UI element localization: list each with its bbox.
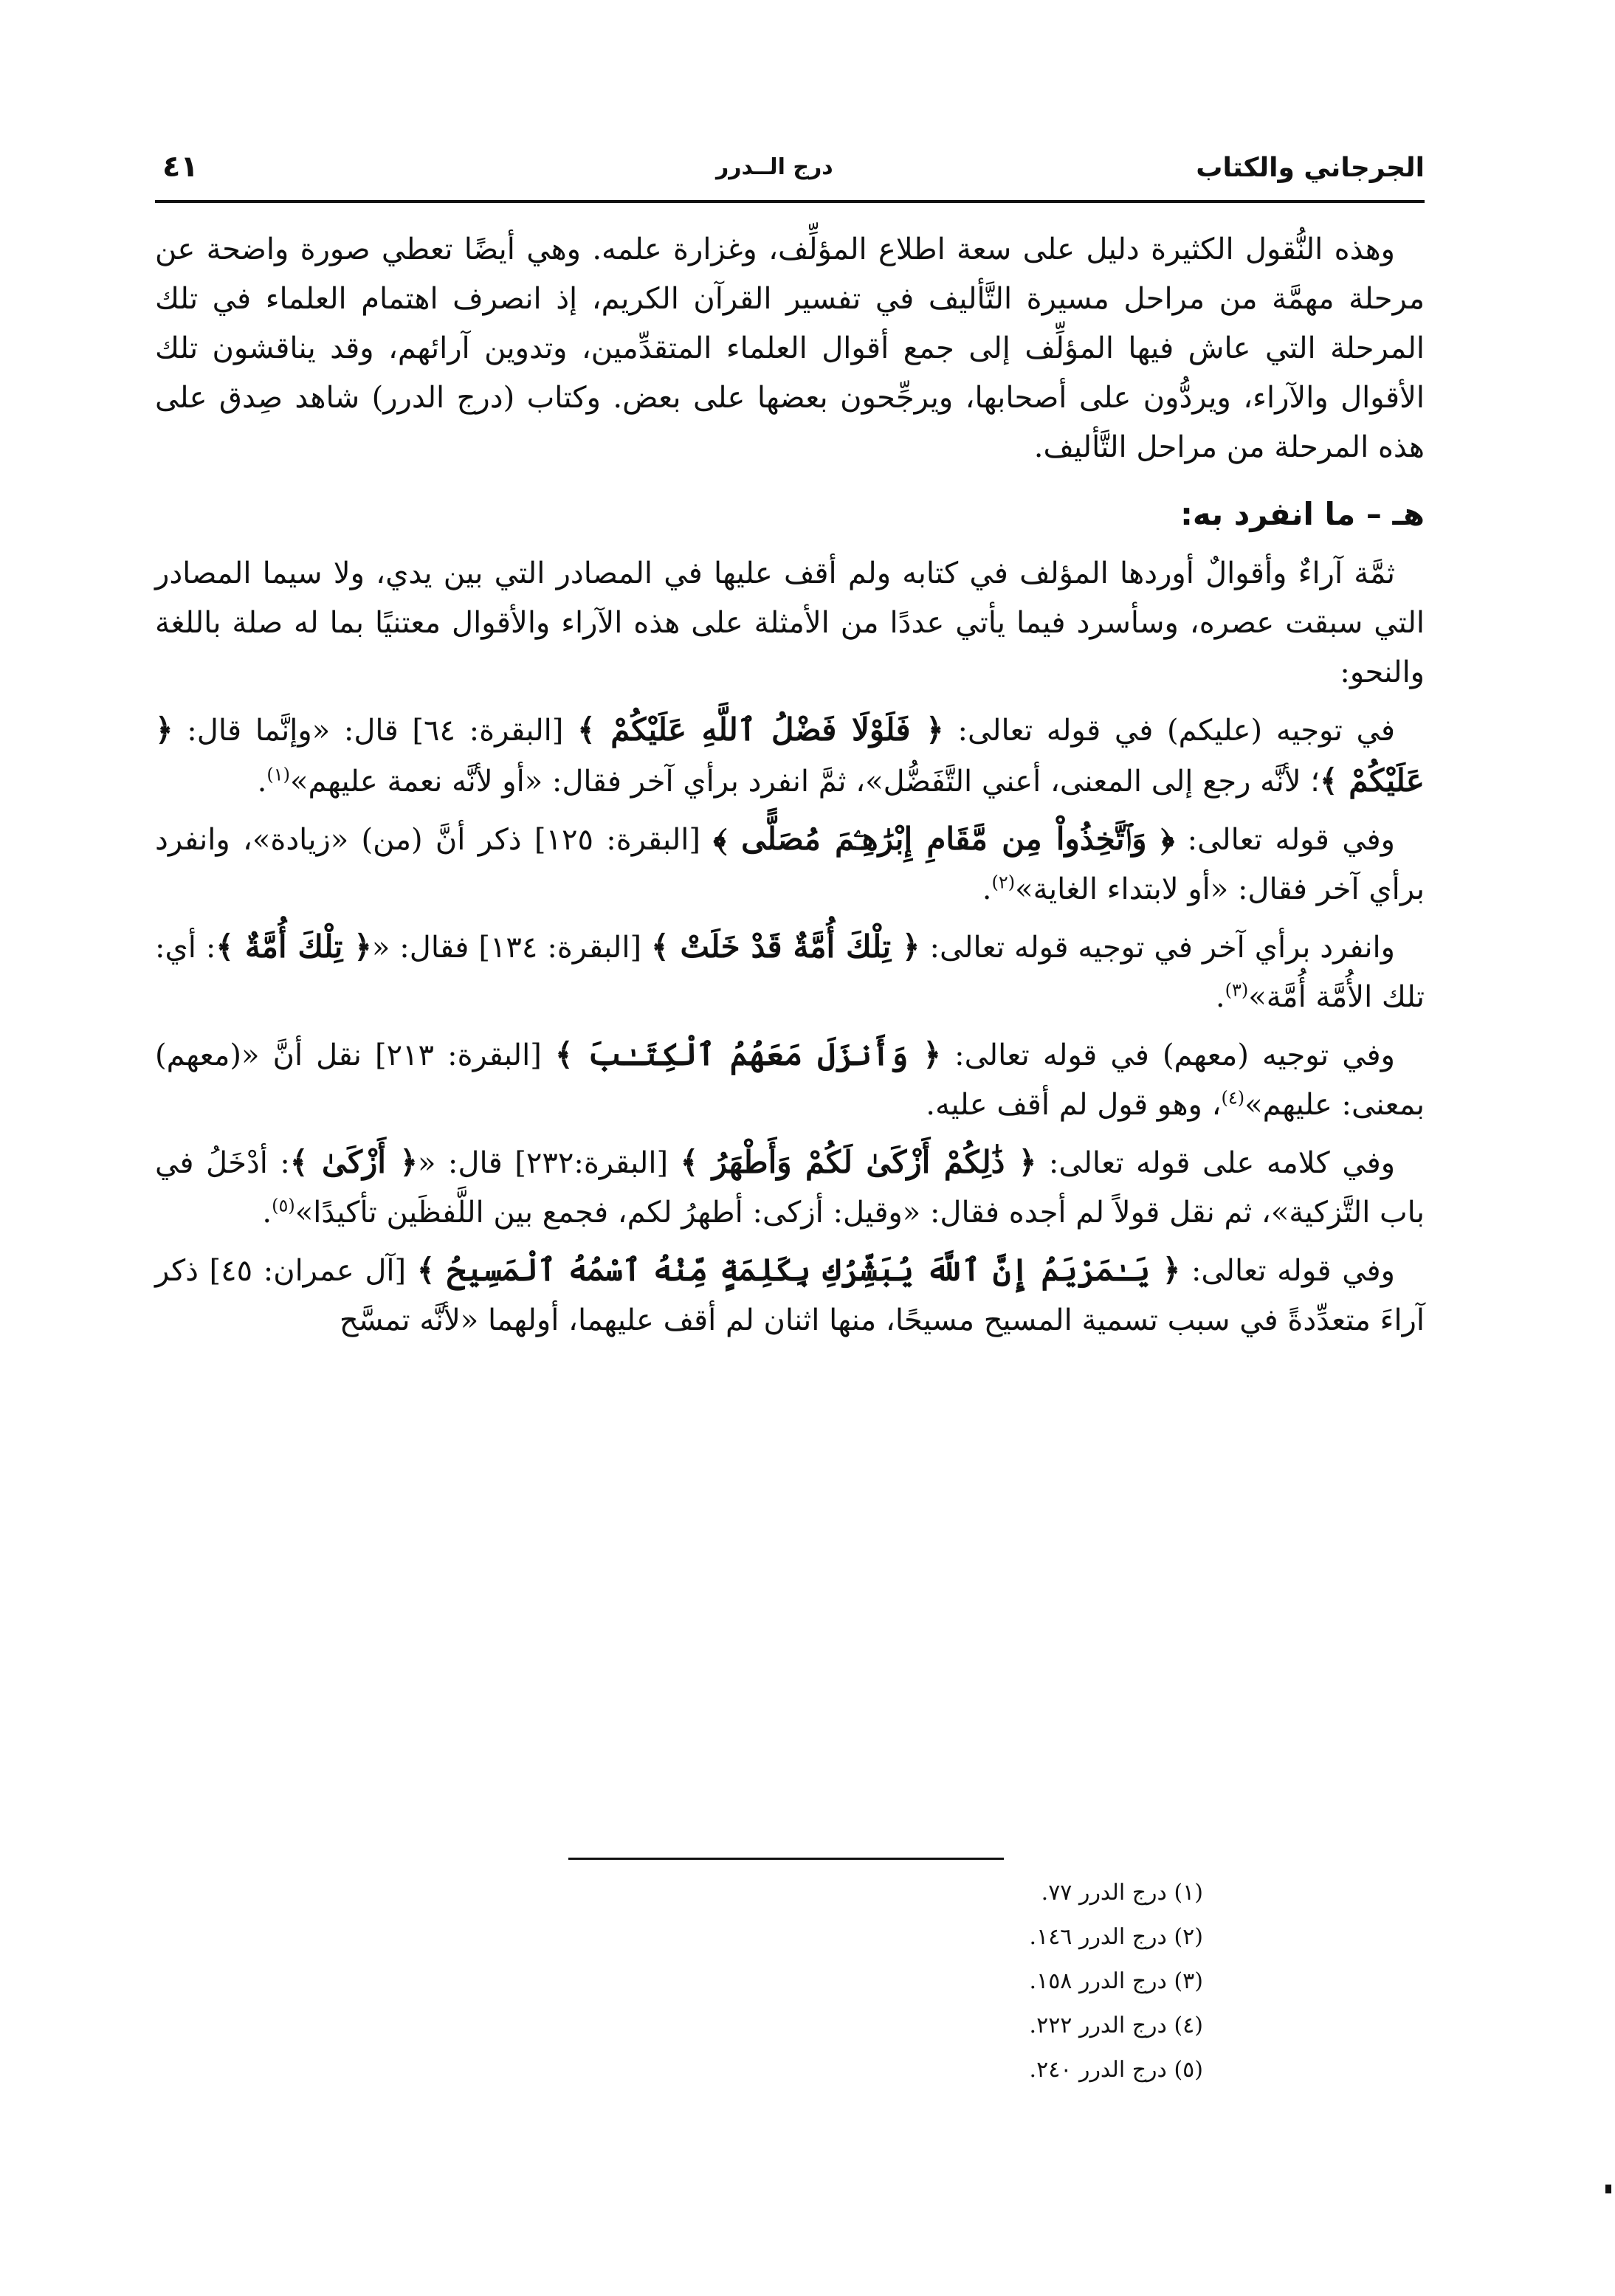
text: . <box>257 765 267 799</box>
text: في توجيه (عليكم) في قوله تعالى: <box>943 714 1395 748</box>
paragraph-7 <box>155 1137 1425 1238</box>
footnote-ref: (٣) <box>1225 979 1249 1001</box>
quran-verse: ﴿ تِلْكَ أُمَّةٌ قَدْ خَلَتْ ﴾ <box>651 928 920 965</box>
footnote-2: (٢) درج الدرر ١٤٦. <box>1029 1924 1203 1950</box>
section-heading: هـ – ما انفرد به: <box>1180 496 1425 532</box>
text: وفي قوله تعالى: <box>1180 1254 1395 1288</box>
text: وانفرد برأي آخر في توجيه قوله تعالى: <box>920 931 1395 965</box>
footnote-ref: (٥) <box>272 1195 295 1216</box>
scan-mark <box>1605 2185 1611 2193</box>
text: [البقرة: ١٢٥] ذكر أنَّ (من) «زيادة»، وانفرد برأي آخر فقال: «أو لابتداء الغاية» <box>155 823 1425 906</box>
text: [البقرة: ٢١٣] نقل أنَّ «(معهم) بمعنى: عليهم» <box>155 1038 1425 1122</box>
quran-verse: ﴿ ذَٰلِكُمْ أَزْكَىٰ لَكُمْ وَأَطْهَرُ ﴾ <box>680 1144 1037 1180</box>
footnote-3: (٣) درج الدرر ١٥٨. <box>1029 1968 1203 1994</box>
page-number: ٤١ <box>162 150 199 184</box>
text: وفي توجيه (معهم) في قوله تعالى: <box>941 1038 1395 1072</box>
text: : أدْخَلُ في باب التَّزكية»، ثم نقل قولاً لم أجده فقال: «وقيل: أزكى: أطهرُ لكم، فجمع بين اللَّفظَين تأكيدًا» <box>155 1146 1425 1230</box>
text: [البقرة: ١٣٤] فقال: « <box>371 931 652 965</box>
footnote-5: (٥) درج الدرر ٢٤٠. <box>1029 2057 1203 2083</box>
text: [آل عمران: ٤٥] ذكر آراءَ متعدِّدةً في سبب تسمية المسيح مسيحًا، منها اثنان لم أقف عليهما، أولهما «لأنَّه تمسَّح <box>155 1254 1425 1337</box>
chapter-title: الجرجاني والكتاب <box>1196 153 1425 183</box>
book-title: درج الــدرر <box>716 154 833 180</box>
paragraph-8 <box>155 1245 1425 1345</box>
footnote-4: (٤) درج الدرر ٢٢٢. <box>1029 2013 1203 2038</box>
text: . <box>1215 980 1225 1014</box>
text: [البقرة:٢٣٢] قال: « <box>417 1146 681 1180</box>
footnote-ref: (١) <box>266 764 291 785</box>
text: وفي قوله تعالى: <box>1174 823 1395 857</box>
quran-verse: ﴿ عَلَيْكُمْ ﴾ <box>155 711 1425 799</box>
paragraph-6 <box>155 1030 1425 1130</box>
paragraph-5 <box>155 922 1425 1022</box>
text: وفي كلامه على قوله تعالى: <box>1036 1146 1396 1180</box>
quran-verse: ﴿ يَـٰمَرْيَمُ إِنَّ ٱللَّهَ يُبَشِّرُكِ بِكَلِمَةٍ مِّنْهُ ٱسْمُهُ ٱلْمَسِيحُ ﴾ <box>416 1252 1181 1288</box>
quran-verse: ﴿ وَٱتَّخِذُواْ مِن مَّقَامِ إِبْرَٰهِـۧمَ مُصَلًّى ﴾ <box>713 821 1175 857</box>
paragraph-4 <box>155 814 1425 914</box>
paragraph-1: وهذه النُّقول الكثيرة دليل على سعة اطلاع المؤلِّف، وغزارة علمه. وهي أيضًا تعطي صورة واضحة عن مرحلة مهمَّة من مراحل مسيرة التَّأليف في تفسير القرآن الكريم، إذ انصرف اهتمام العلماء في تلك المرحلة التي عاش فيها المؤلِّف إلى جمع أقوال العلماء المتقدِّمين، وتدوين آرائهم، وقد يناقشون تلك الأقوال والآراء، ويردُّون على أصحابها، ويرجِّحون بعضها على بعض. وكتاب (درج الدرر) شاهد صِدق على هذه المرحلة من مراحل التَّأليف. <box>155 232 1425 464</box>
footnote-ref: (٢) <box>991 872 1016 893</box>
running-header <box>155 144 1425 203</box>
text: . <box>262 1196 272 1230</box>
paragraph-3 <box>155 705 1425 807</box>
footnote-1: (١) درج الدرر ٧٧. <box>1041 1880 1203 1906</box>
quran-verse: ﴿ وَأَنزَلَ مَعَهُمُ ٱلْكِتَـٰبَ ﴾ <box>554 1036 941 1072</box>
footnote-rule <box>568 1858 1004 1860</box>
quran-verse: ﴿ تِلْكَ أُمَّةٌ ﴾ <box>216 928 372 965</box>
text: ؛ لأنَّه رجع إلى المعنى، أعني التَّفَضُّل»، ثمَّ انفرد برأي آخر فقال: «أو لأنَّه نعمة عليهم» <box>290 765 1320 799</box>
book-page <box>155 144 1425 2210</box>
paragraph-2: ثمَّة آراءٌ وأقوالٌ أوردها المؤلف في كتابه ولم أقف عليها في المصادر التي بين يدي، ولا سيما المصادر التي سبقت عصره، وسأسرد فيما يأتي عددًا من الأمثلة على هذه الآراء والأقوال معتنيًا بما له صلة باللغة والنحو: <box>155 556 1425 689</box>
text: ، وهو قول لم أقف عليه. <box>926 1088 1222 1122</box>
text: [البقرة: ٦٤] قال: «وإنَّما قال: <box>173 714 578 748</box>
footnote-ref: (٤) <box>1221 1087 1245 1109</box>
body-text <box>155 225 1425 1353</box>
text: . <box>982 872 992 906</box>
text: : أي: تلك الأُمَّة أُمَّة» <box>155 931 1425 1014</box>
header-rule <box>155 200 1425 203</box>
quran-verse: ﴿ فَلَوْلَا فَضْلُ ٱللَّهِ عَلَيْكُمْ ﴾ <box>577 711 944 748</box>
footnotes <box>686 1871 1203 2092</box>
quran-verse: ﴿ أَزْكَىٰ ﴾ <box>289 1144 418 1180</box>
